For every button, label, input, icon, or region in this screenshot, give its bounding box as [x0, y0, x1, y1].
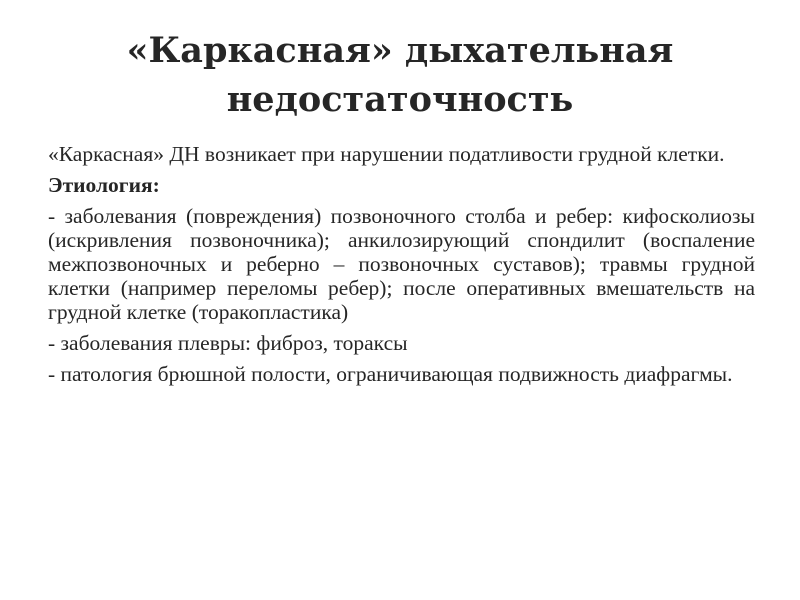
etiology-heading: Этиология:: [48, 173, 160, 197]
etiology-item-pleura: - заболевания плевры: фиброз, тораксы: [48, 331, 408, 355]
etiology-item-abdomen: - патология брюшной полости, ограничивающая подвижность диафрагмы.: [48, 362, 733, 386]
slide-body: [48, 142, 755, 386]
slide-title: «Каркасная» дыхательная недостаточность: [126, 30, 674, 120]
etiology-item-spine: - заболевания (повреждения) позвоночного столба и ребер: кифосколиозы (искривления позвоночника); анкилозирующий спондилит (воспаление межпозвоночных и реберно – позвоночных суставов); травмы грудной клетки (например переломы ребер); после оперативных вмешательств на грудной клетке (торакопластика): [48, 204, 755, 324]
intro-paragraph: «Каркасная» ДН возникает при нарушении податливости грудной клетки.: [48, 142, 725, 166]
